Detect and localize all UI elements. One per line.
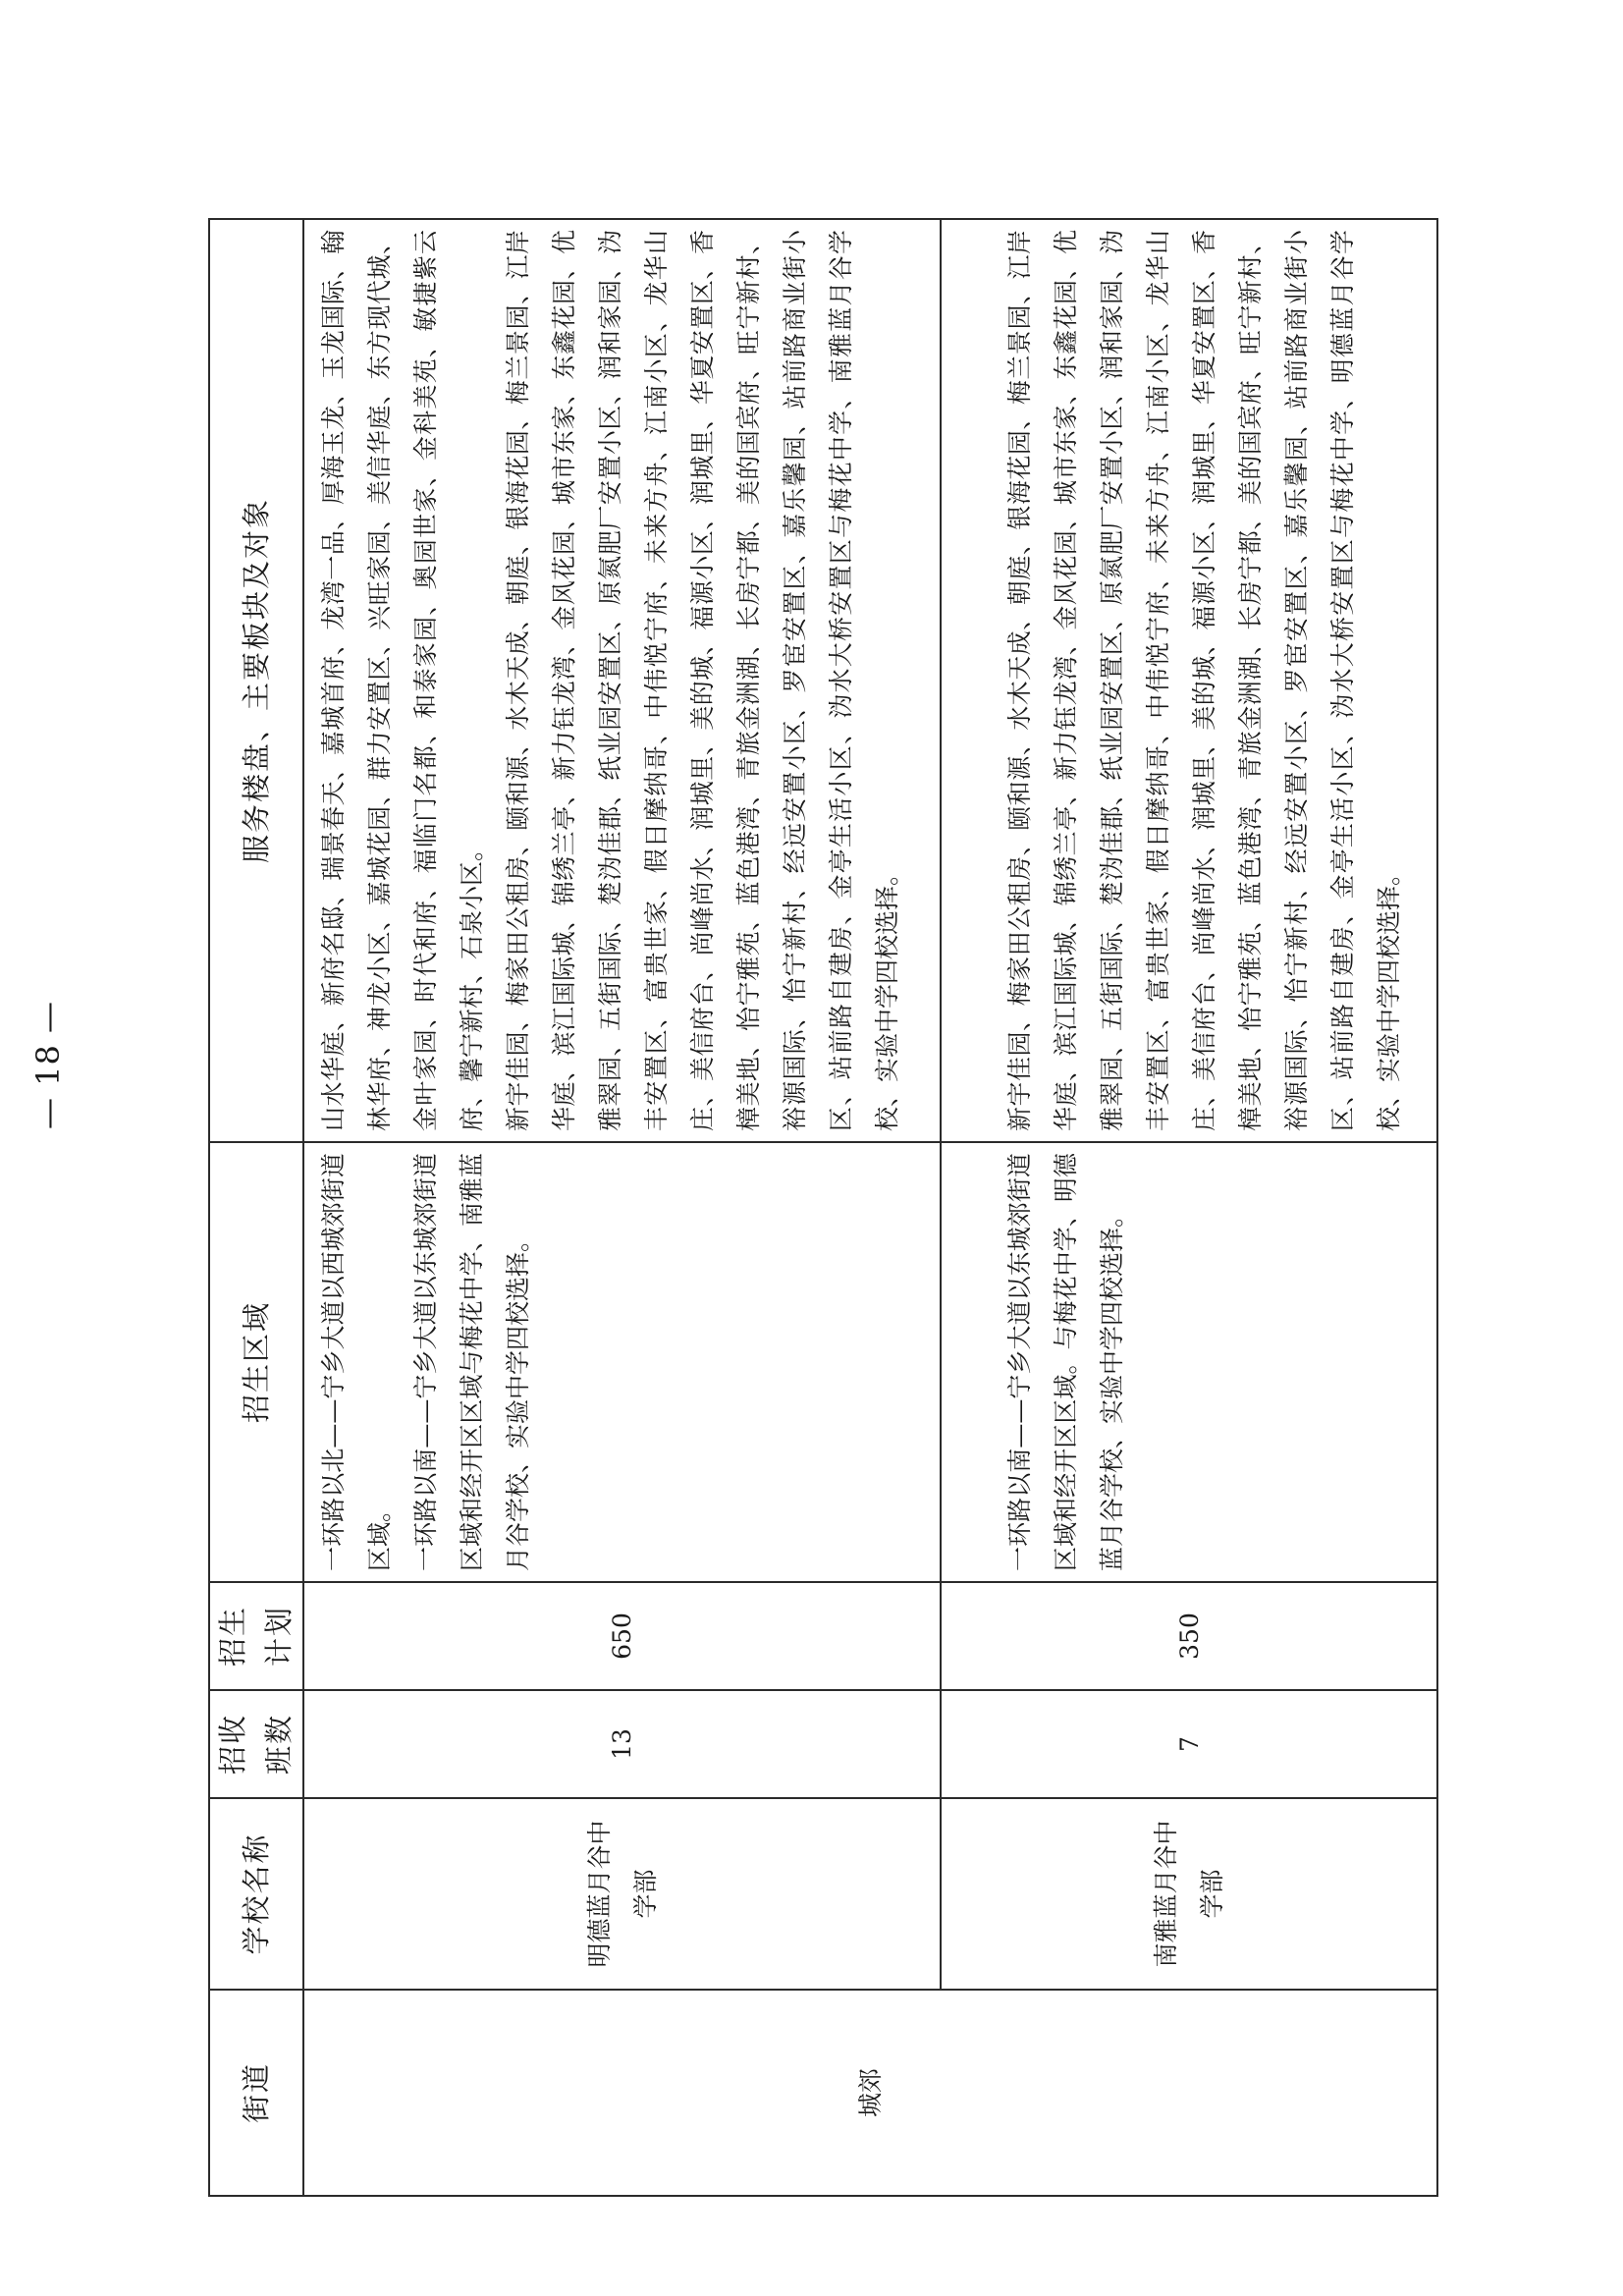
classes-cell: 7 — [941, 1690, 1437, 1798]
school-cell: 南雅蓝月谷中学部 — [941, 1798, 1437, 1990]
page-number: — 18 — — [29, 1000, 67, 1129]
header-estates: 服务楼盘、主要板块及对象 — [209, 219, 303, 1142]
estates-cell — [941, 219, 1437, 1142]
area-text: 一环路以南——宁乡大道以东城郊街道区域和经开区区域。与梅花中学、明德蓝月谷学校、实验中学四校选择。 — [1005, 1153, 1127, 1571]
school-cell: 明德蓝月谷中学部 — [303, 1798, 941, 1990]
area-text: 一环路以北——宁乡大道以西城郊街道区域。 — [319, 1153, 394, 1571]
rotated-table-container — [208, 220, 1438, 2197]
classes-cell: 13 — [303, 1690, 941, 1798]
enrollment-table — [208, 218, 1438, 2197]
estates-text: 新宇佳园、梅家田公租房、颐和源、水木天成、朝庭、银海花园、梅兰景园、江岸华庭、滨江国际城、锦绣兰亭、新力钰龙湾、金风花园、城市东家、东鑫花园、优雅翠园、五街国际、楚沩佳郡、纸业园安置区、原氮肥厂安置小区、润和家园、沩丰安置区、富贵世家、假日摩纳哥、中伟悦宁府、未来方舟、江南小区、龙华山庄、美信府台、尚峰尚水、润城里、美的城、福源小区、润城里、华夏安置区、香樟美地、怡宁雅苑、蓝色港湾、青旅金洲湖、长房宁都、美的国宾府、旺宁新村、裕源国际、怡宁新村、经远安置小区、罗宦安置区、嘉乐馨园、站前路商业街小区、站前路自建房、金亭生活小区、沩水大桥安置区与梅花中学、明德蓝月谷学校、实验中学四校选择。 — [1005, 230, 1404, 1131]
header-row — [209, 219, 303, 2196]
header-plan: 招生 计划 — [209, 1582, 303, 1690]
estates-cell — [303, 219, 941, 1142]
area-cell — [303, 1142, 941, 1582]
header-area: 招生区域 — [209, 1142, 303, 1582]
plan-cell: 350 — [941, 1582, 1437, 1690]
district-cell: 城郊 — [303, 1990, 1437, 2196]
table-row — [941, 219, 1437, 2196]
estates-text: 山水华庭、新府名邸、瑞景春天、嘉城首府、龙湾一品、厚海玉龙、玉龙国际、翰林华府、神龙小区、嘉城花园、群力安置区、兴旺家园、美信华庭、东方现代城、金叶家园、时代和府、福临门名都、和泰家园、奥园世家、金科美苑、敏捷紫云府、馨宁新村、石泉小区。 — [319, 230, 486, 1131]
header-classes: 招收 班数 — [209, 1690, 303, 1798]
area-text: 一环路以南——宁乡大道以东城郊街道区域和经开区区域与梅花中学、南雅蓝月谷学校、实验中学四校选择。 — [411, 1153, 532, 1571]
estates-text: 新宇佳园、梅家田公租房、颐和源、水木天成、朝庭、银海花园、梅兰景园、江岸华庭、滨江国际城、锦绣兰亭、新力钰龙湾、金风花园、城市东家、东鑫花园、优雅翠园、五街国际、楚沩佳郡、纸业园安置区、原氮肥厂安置小区、润和家园、沩丰安置区、富贵世家、假日摩纳哥、中伟悦宁府、未来方舟、江南小区、龙华山庄、美信府台、尚峰尚水、润城里、美的城、福源小区、润城里、华夏安置区、香樟美地、怡宁雅苑、蓝色港湾、青旅金洲湖、长房宁都、美的国宾府、旺宁新村、裕源国际、怡宁新村、经远安置小区、罗宦安置区、嘉乐馨园、站前路商业街小区、站前路自建房、金亭生活小区、沩水大桥安置区与梅花中学、南雅蓝月谷学校、实验中学四校选择。 — [504, 230, 901, 1131]
header-school: 学校名称 — [209, 1798, 303, 1990]
table-row — [303, 219, 941, 2196]
plan-cell: 650 — [303, 1582, 941, 1690]
area-cell — [941, 1142, 1437, 1582]
header-district: 街道 — [209, 1990, 303, 2196]
